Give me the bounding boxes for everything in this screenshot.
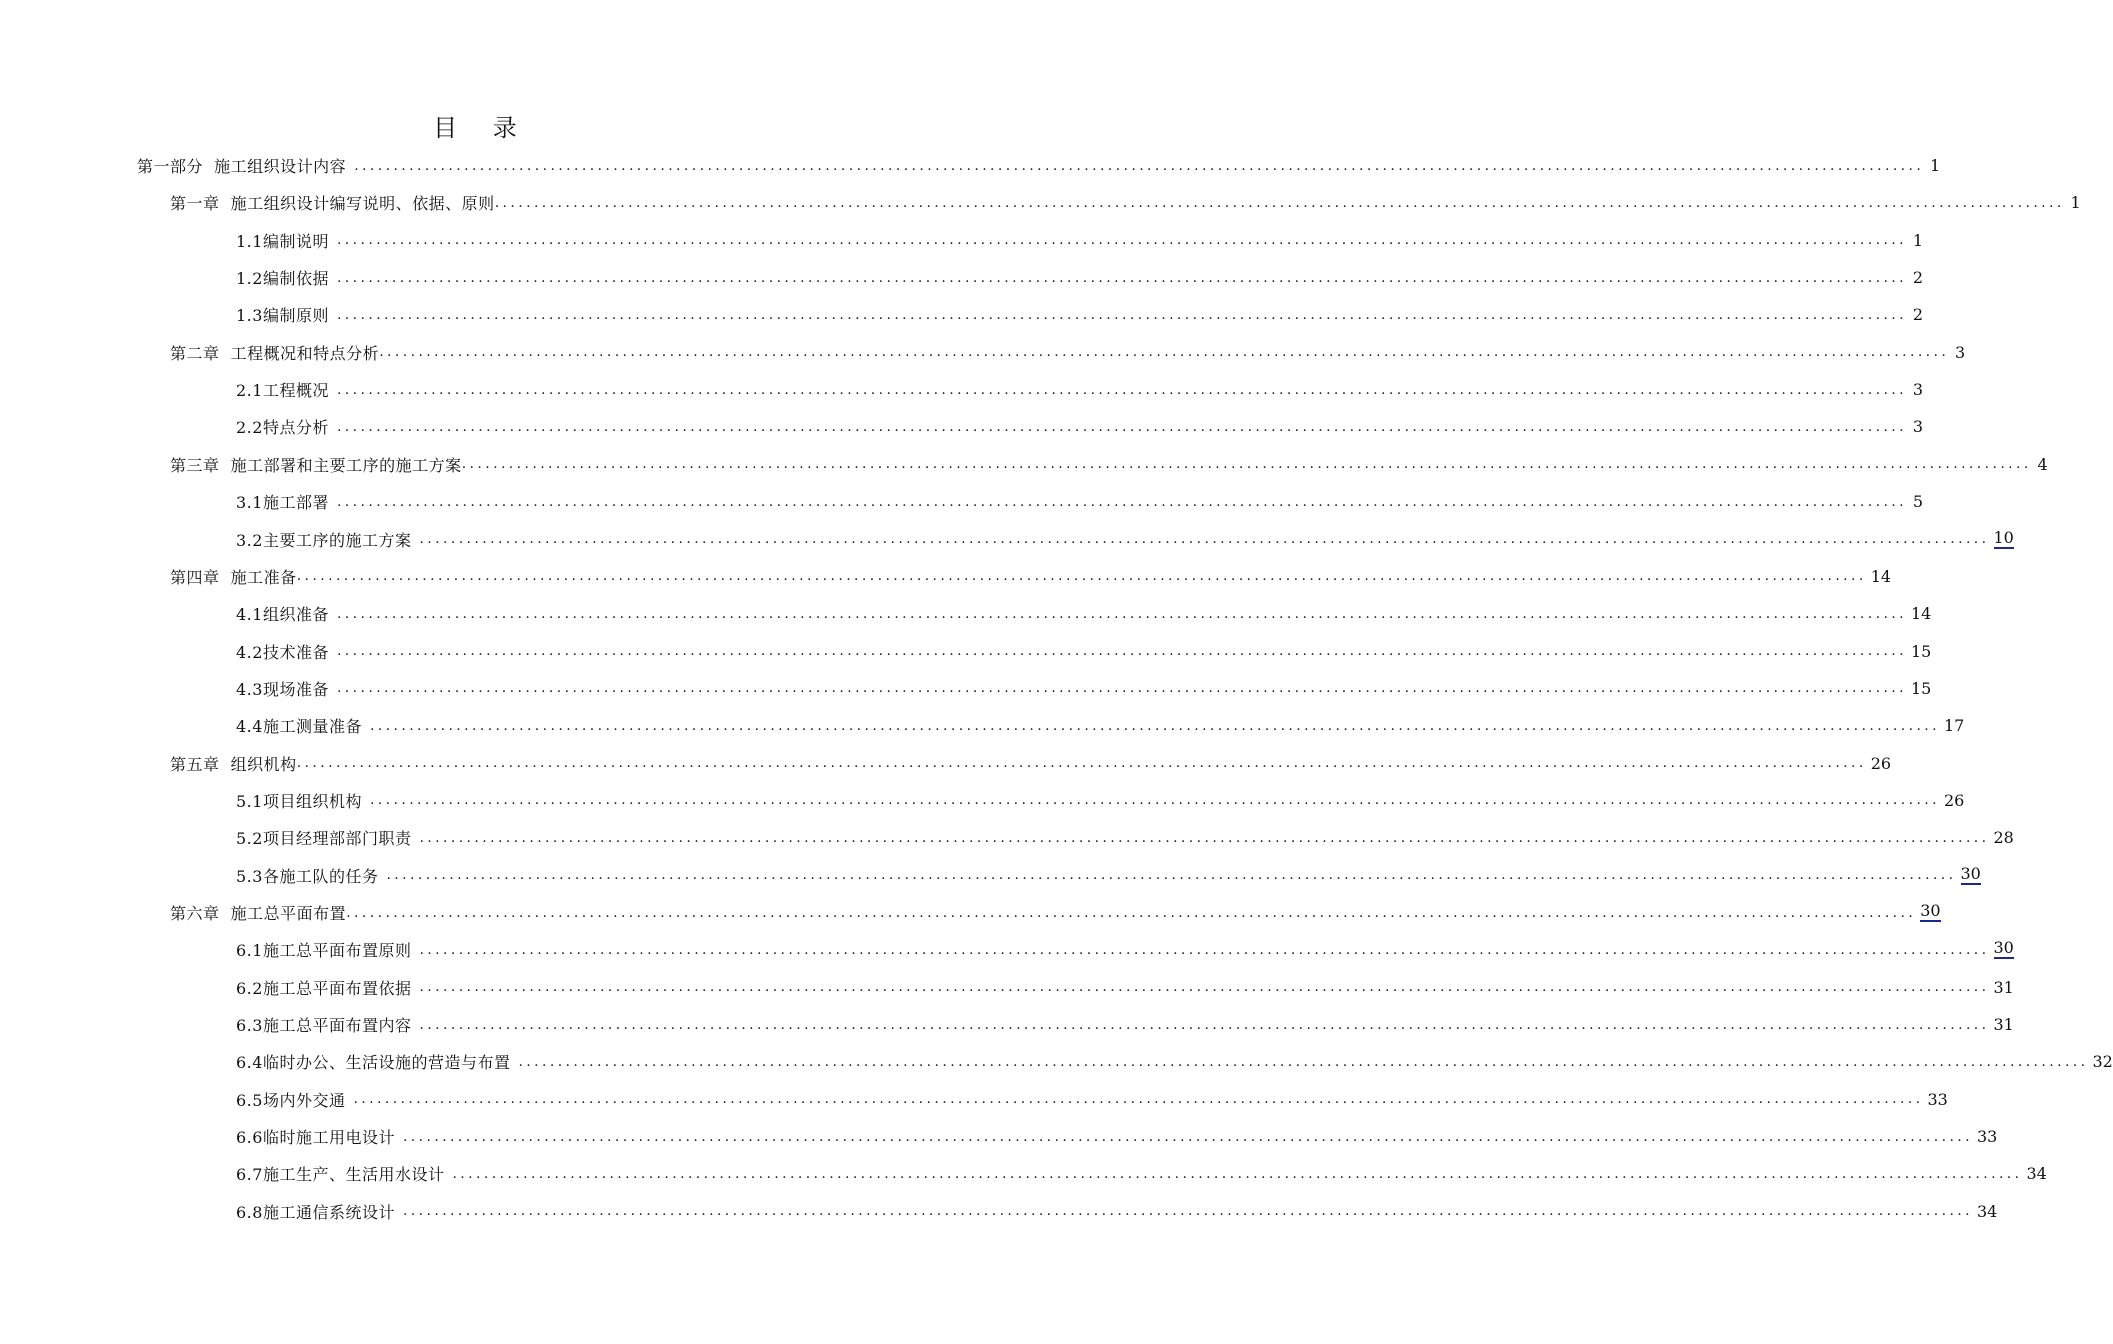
toc-entry-page-number: 1: [2070, 193, 2081, 213]
toc-entry-page-number: 26: [1870, 753, 1892, 773]
toc-entry-label: 5.1项目组织机构: [236, 791, 362, 811]
toc-entry-page-number: 3: [1955, 342, 1966, 362]
toc-entry-page-number: 3: [1912, 417, 1923, 437]
toc-entry-page-number: 33: [1977, 1127, 1998, 1147]
toc-leader-dots: ........................................................................................................................................................................................................: [402, 1128, 1973, 1145]
toc-leader-dots: ........................................................................................................................................................................................................: [296, 568, 1867, 585]
toc-entry-label: 第一章 施工组织设计编写说明、依据、原则: [170, 194, 495, 214]
toc-entry[interactable]: [236, 670, 1932, 707]
toc-leader-dots: ........................................................................................................................................................................................................: [336, 680, 1907, 697]
toc-leader-dots: ........................................................................................................................................................................................................: [354, 157, 1925, 174]
toc-entry-page-number: 31: [1993, 977, 2014, 997]
toc-entry-page-number: 33: [1927, 1089, 1948, 1109]
toc-entry[interactable]: [236, 707, 1965, 744]
toc-entry[interactable]: [236, 1155, 2047, 1192]
toc-entry[interactable]: [137, 147, 1941, 184]
toc-entry[interactable]: [170, 558, 1892, 595]
toc-entry[interactable]: [236, 1006, 2014, 1043]
toc-leader-dots: ........................................................................................................................................................................................................: [402, 1203, 1973, 1220]
toc-entry-label: 第六章 施工总平面布置: [170, 904, 347, 923]
toc-entry-label: 3.2主要工序的施工方案: [236, 530, 412, 550]
toc-entry-label: 5.2项目经理部部门职责: [236, 829, 412, 849]
toc-entry[interactable]: [236, 782, 1965, 819]
toc-entry-label: 4.2技术准备: [236, 642, 329, 662]
toc-leader-dots: ........................................................................................................................................................................................................: [336, 269, 1907, 286]
toc-entry-label: 6.6临时施工用电设计: [236, 1128, 395, 1148]
toc-entry-label: 第二章 工程概况和特点分析: [170, 343, 380, 363]
toc-entry-label: 6.4临时办公、生活设施的营造与布置: [236, 1053, 511, 1073]
toc-entry-label: 4.1组织准备: [236, 605, 329, 625]
toc-entry-label: 2.1工程概况: [236, 381, 329, 401]
toc-entry[interactable]: [170, 745, 1892, 782]
toc-entry[interactable]: [236, 1118, 1998, 1155]
toc-entry-label: 1.1编制说明: [236, 231, 329, 251]
toc-entry-page-number: 32: [2092, 1052, 2113, 1072]
toc-entry[interactable]: [236, 296, 1923, 333]
toc-leader-dots: ........................................................................................................................................................................................................: [336, 493, 1907, 510]
toc-entry[interactable]: [236, 969, 2014, 1006]
toc-leader-dots: ........................................................................................................................................................................................................: [386, 867, 1957, 884]
toc-leader-dots: ........................................................................................................................................................................................................: [346, 904, 1917, 921]
toc-entry-page-number[interactable]: 30: [1993, 938, 2014, 958]
toc-entry[interactable]: [236, 931, 2014, 968]
toc-leader-dots: ........................................................................................................................................................................................................: [336, 418, 1907, 435]
toc-entry-label: 5.3各施工队的任务: [236, 866, 379, 886]
toc-entry[interactable]: [236, 857, 1981, 894]
toc-entry-label: 4.3现场准备: [236, 679, 329, 699]
toc-leader-dots: ........................................................................................................................................................................................................: [419, 979, 1990, 996]
toc-leader-dots: ........................................................................................................................................................................................................: [369, 792, 1940, 809]
toc-entry-page-number: 5: [1912, 492, 1923, 512]
toc-entry[interactable]: [236, 408, 1923, 445]
toc-leader-dots: ........................................................................................................................................................................................................: [452, 1165, 2023, 1182]
toc-entry-page-number: 2: [1912, 305, 1923, 325]
toc-leader-dots: ........................................................................................................................................................................................................: [369, 717, 1940, 734]
toc-entry-page-number: 34: [1977, 1201, 1998, 1221]
toc-entry-label: 第四章 施工准备: [170, 567, 297, 587]
toc-entry[interactable]: [236, 521, 2014, 558]
toc-entry-label: 6.1施工总平面布置原则: [236, 941, 412, 961]
toc-leader-dots: ........................................................................................................................................................................................................: [336, 232, 1907, 249]
toc-leader-dots: ........................................................................................................................................................................................................: [419, 829, 1990, 846]
toc-entry[interactable]: [236, 819, 2014, 856]
toc-entry-page-number: 1: [1930, 156, 1941, 175]
toc-entry[interactable]: [170, 184, 2081, 221]
toc-entry[interactable]: [236, 1081, 1948, 1118]
toc-entry-page-number: 15: [1911, 641, 1932, 661]
toc-entry[interactable]: [236, 483, 1923, 520]
toc-entry[interactable]: [170, 894, 1941, 931]
toc-leader-dots: ........................................................................................................................................................................................................: [419, 531, 1990, 547]
toc-leader-dots: ........................................................................................................................................................................................................: [336, 605, 1907, 622]
toc-entry-page-number: 15: [1911, 678, 1932, 698]
toc-leader-dots: ........................................................................................................................................................................................................: [419, 1016, 1990, 1033]
toc-leader-dots: ........................................................................................................................................................................................................: [336, 643, 1907, 660]
toc-entry-label: 第五章 组织机构: [170, 754, 297, 774]
toc-leader-dots: ........................................................................................................................................................................................................: [419, 941, 1990, 958]
toc-entry[interactable]: [236, 259, 1923, 296]
toc-entry-label: 3.1施工部署: [236, 493, 329, 513]
toc-leader-dots: ........................................................................................................................................................................................................: [379, 344, 1950, 361]
toc-leader-dots: ........................................................................................................................................................................................................: [461, 456, 2032, 473]
toc-entry-label: 6.2施工总平面布置依据: [236, 978, 412, 998]
toc-entry-label: 4.4施工测量准备: [236, 717, 362, 737]
page-title: 目 录: [433, 114, 531, 142]
toc-entry-page-number: 28: [1993, 828, 2014, 848]
toc-entry[interactable]: [236, 371, 1923, 408]
toc-entry-page-number: 14: [1911, 604, 1932, 624]
toc-entry-page-number: 4: [2037, 454, 2048, 474]
toc-entry[interactable]: [236, 222, 1923, 259]
toc-entry-page-number: 17: [1944, 716, 1965, 736]
toc-entry[interactable]: [170, 334, 1966, 371]
toc-leader-dots: ........................................................................................................................................................................................................: [353, 1091, 1924, 1108]
toc-entry-label: 1.3编制原则: [236, 306, 329, 326]
toc-entry-page-number: 31: [1993, 1015, 2014, 1035]
toc-entry-page-number: 1: [1912, 230, 1923, 250]
toc-leader-dots: ........................................................................................................................................................................................................: [494, 194, 2065, 211]
toc-entry-label: 6.3施工总平面布置内容: [236, 1016, 412, 1036]
toc-entry-label: 6.7施工生产、生活用水设计: [236, 1165, 445, 1185]
toc-entry[interactable]: [170, 446, 2048, 483]
toc-entry-page-number[interactable]: 10: [1993, 527, 2014, 547]
toc-entry-page-number: 34: [2026, 1164, 2047, 1184]
toc-leader-dots: ........................................................................................................................................................................................................: [336, 381, 1907, 398]
toc-entry-label: 1.2编制依据: [236, 269, 329, 289]
toc-entry-page-number: 3: [1912, 380, 1923, 400]
toc-entry-label: 第一部分 施工组织设计内容: [137, 157, 347, 176]
toc-entry-page-number[interactable]: 30: [1920, 901, 1941, 920]
toc-entry-page-number[interactable]: 30: [1960, 863, 1981, 883]
toc-leader-dots: ........................................................................................................................................................................................................: [336, 306, 1907, 323]
toc-leader-dots: ........................................................................................................................................................................................................: [518, 1053, 2089, 1070]
toc-entry-label: 6.8施工通信系统设计: [236, 1202, 395, 1222]
toc-leader-dots: ........................................................................................................................................................................................................: [296, 755, 1867, 772]
toc-entry[interactable]: [236, 1193, 1998, 1230]
toc-entry[interactable]: [236, 633, 1932, 670]
toc-entry-label: 第三章 施工部署和主要工序的施工方案: [170, 455, 462, 475]
toc-entry-page-number: 26: [1944, 790, 1965, 810]
toc-entry-label: 2.2特点分析: [236, 418, 329, 438]
toc-entry-page-number: 2: [1912, 268, 1923, 288]
toc-entry[interactable]: [236, 595, 1932, 632]
toc-entry-page-number: 14: [1870, 566, 1892, 586]
toc-entry-label: 6.5场内外交通: [236, 1090, 346, 1110]
toc-entry[interactable]: [236, 1043, 2113, 1080]
